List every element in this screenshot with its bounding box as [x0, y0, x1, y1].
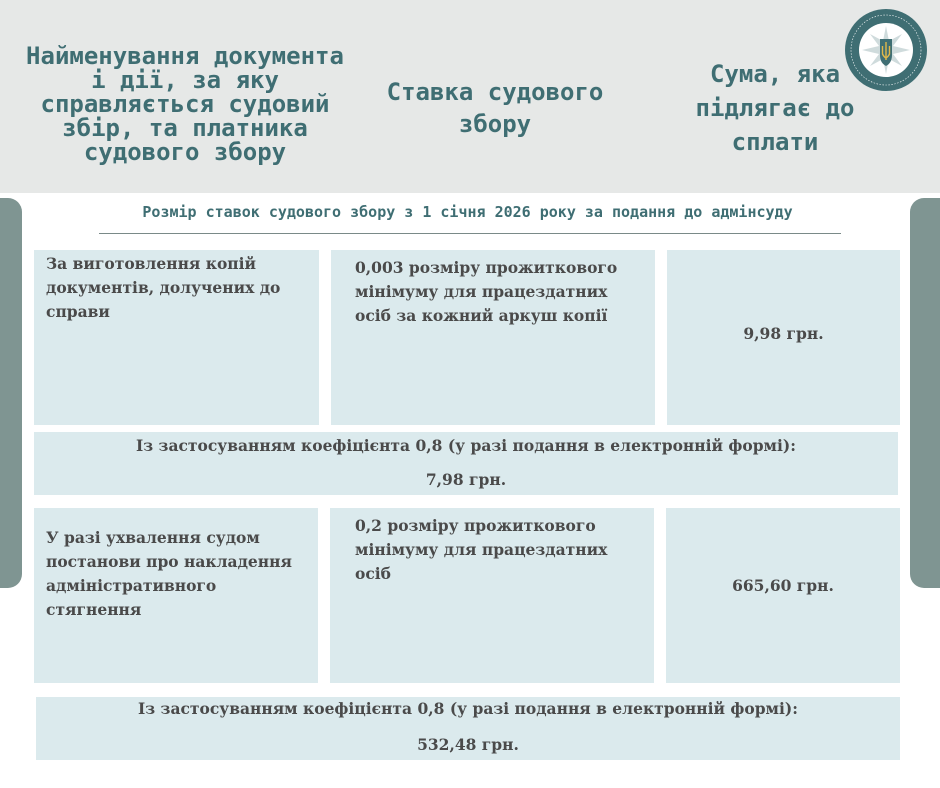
row1-name-cell: [34, 250, 319, 425]
row1-rate-cell: [331, 250, 655, 425]
table-subtitle: Розмір ставок судового збору з 1 січня 2026 року за подання до адмінсуду: [142, 203, 793, 221]
court-emblem-icon: [844, 8, 928, 92]
header-band: [0, 0, 940, 193]
header-fee-rate: Ставка судового збору: [386, 78, 604, 138]
row2-amount: 665,60 грн.: [732, 576, 834, 595]
row2-amount-cell: [666, 508, 900, 683]
row2-coef-text: Із застосуванням коефіцієнта 0,8 (у разі подання в електронній формі):: [138, 699, 798, 718]
right-side-tab: [910, 198, 940, 588]
row2-rate: 0,2 розміру прожиткового мінімуму для працездатних осіб: [355, 516, 608, 583]
subtitle-underline: [99, 233, 841, 234]
row2-coef-amount: 532,48 грн.: [417, 735, 519, 754]
row2-rate-cell: [330, 508, 654, 683]
row1-coef-text: Із застосуванням коефіцієнта 0,8 (у разі подання в електронній формі):: [136, 436, 796, 455]
row1-amount: 9,98 грн.: [743, 324, 824, 343]
row1-coef-cell: [34, 432, 898, 495]
row1-amount-cell: [667, 250, 900, 425]
row2-name-cell: [34, 508, 318, 683]
left-side-tab: [0, 198, 22, 588]
row2-name: У разі ухвалення судом постанови про накладення адміністративного стягнення: [46, 528, 292, 619]
header-document-name: Найменування документа і дії, за яку справляється судовий збір, та платника судового збору: [26, 42, 344, 166]
row2-coef-cell: [36, 697, 900, 760]
header-amount-due: Сума, яка підлягає до сплати: [695, 60, 855, 156]
row1-rate: 0,003 розміру прожиткового мінімуму для працездатних осіб за кожний аркуш копії: [355, 258, 618, 325]
row1-name: За виготовлення копій документів, долучених до справи: [46, 254, 281, 321]
row1-coef-amount: 7,98 грн.: [425, 470, 507, 489]
